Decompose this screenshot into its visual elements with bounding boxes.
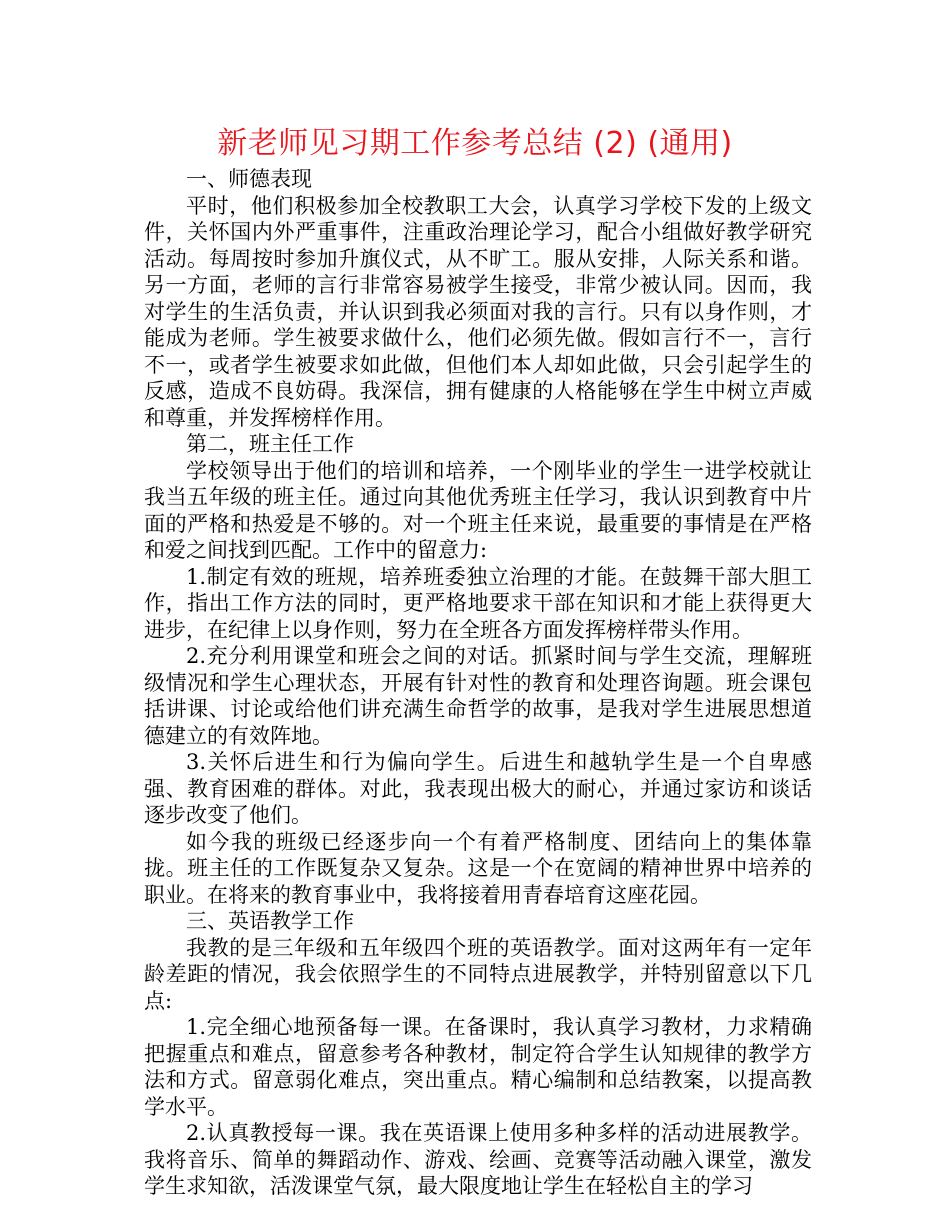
section-heading: 第二，班主任工作 — [186, 432, 354, 456]
list-item: 1.制定有效的班规，培养班委独立治理的才能。在鼓舞干部大胆工作，指出工作方法的同时，更严格地要求干部在知识和才能上获得更大进步，在纪律上以身作则，努力在全班各方面发挥榜样带头作用。 — [144, 564, 812, 642]
paragraph: 平时，他们积极参加全校教职工大会，认真学习学校下发的上级文件，关怀国内外严重事件，注重政治理论学习，配合小组做好教学研究活动。每周按时参加升旗仪式，从不旷工。服从安排，人际关系和谐。另一方面，老师的言行非常容易被学生接受，非常少被认同。因而，我对学生的生活负责，并认识到我必须面对我的言行。只有以身作则，才能成为老师。学生被要求做什么，他们必须先做。假如言行不一，言行不一，或者学生被要求如此做，但他们本人却如此做，只会引起学生的反感，造成不良妨碍。我深信，拥有健康的人格能够在学生中树立声威和尊重，并发挥榜样作用。 — [144, 193, 812, 430]
list-item: 1.完全细心地预备每一课。在备课时，我认真学习教材，力求精确把握重点和难点，留意参考各种教材，制定符合学生认知规律的教学方法和方式。留意弱化难点，突出重点。精心编制和总结教案，以提高教学水平。 — [144, 1015, 812, 1119]
section-heading: 三、英语教学工作 — [186, 909, 354, 933]
list-item: 2.认真教授每一课。我在英语课上使用多种多样的活动进展教学。我将音乐、简单的舞蹈动作、游戏、绘画、竞赛等活动融入课堂，激发学生求知欲，活泼课堂气氛，最大限度地让学生在轻松自主的学习 — [144, 1121, 812, 1198]
list-item: 2.充分利用课堂和班会之间的对话。抓紧时间与学生交流，理解班级情况和学生心理状态，开展有针对性的教育和处理咨询题。班会课包括讲课、讨论或给他们讲充满生命哲学的故事，是我对学生进展思想道德建立的有效阵地。 — [144, 644, 812, 748]
paragraph: 学校领导出于他们的培训和培养，一个刚毕业的学生一进学校就让我当五年级的班主任。通过向其他优秀班主任学习，我认识到教育中片面的严格和热爱是不够的。对一个班主任来说，最重要的事情是在严格和爱之间找到匹配。工作中的留意力: — [144, 458, 812, 562]
document-title: 新老师见习期工作参考总结 (2) (通用) — [217, 126, 733, 161]
paragraph: 如今我的班级已经逐步向一个有着严格制度、团结向上的集体靠拢。班主任的工作既复杂又复杂。这是一个在宽阔的精神世界中培养的职业。在将来的教育事业中，我将接着用青春培育这座花园。 — [144, 829, 812, 907]
paragraph: 我教的是三年级和五年级四个班的英语教学。面对这两年有一定年龄差距的情况，我会依照学生的不同特点进展教学，并特别留意以下几点: — [144, 935, 812, 1013]
section-heading: 一、师德表现 — [186, 167, 312, 191]
list-item: 3.关怀后进生和行为偏向学生。后进生和越轨学生是一个自卑感强、教育困难的群体。对此，我表现出极大的耐心，并通过家访和谈话逐步改变了他们。 — [144, 750, 812, 827]
document-body — [144, 166, 812, 1200]
